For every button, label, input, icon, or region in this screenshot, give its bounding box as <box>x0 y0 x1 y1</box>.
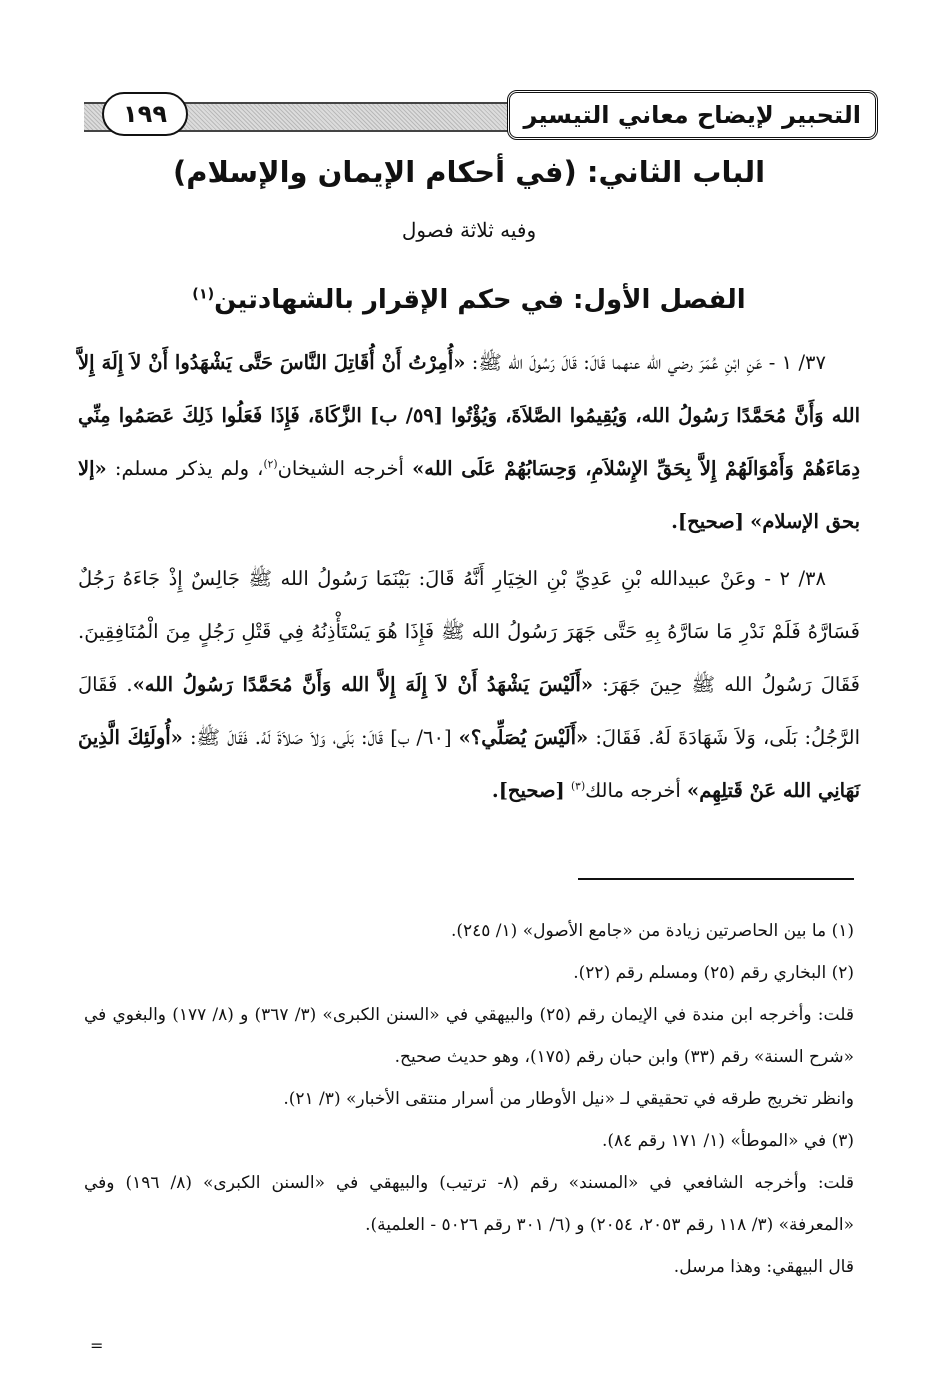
section-title <box>84 276 854 324</box>
hadith-paragraph <box>78 552 860 817</box>
hadith-source: أخرجه مالك <box>585 779 681 802</box>
footnote-divider <box>578 878 854 880</box>
hadith-quote: «أَلَيْسَ يَشْهَدُ أَنْ لاَ إِلَهَ إِلاَّ الله وَأَنَّ مُحَمَّدًا رَسُولُ الله» <box>132 673 594 696</box>
footnote-ref: (١) <box>192 286 215 303</box>
hadith-note-quote: «إلا بحق الإسلام» <box>78 457 860 533</box>
footnote-line: قلت: وأخرجه ابن مندة في الإيمان رقم (٢٥) والبيهقي في «السنن الكبرى» (٣/ ٣٦٧) و (٨/ ١٧٧) والبغوي في «شرح السنة» رقم (٣٣) وابن حبان رقم (١٧٥)، وهو حديث صحيح. <box>84 1005 854 1067</box>
main-text <box>78 336 860 817</box>
hadith-grade: [صحيح]. <box>671 510 744 533</box>
footnote-line: (٣) في «الموطأ» (١/ ١٧١ رقم ٨٤). <box>601 1131 854 1151</box>
section-title-text: الفصل الأول: في حكم الإقرار بالشهادتين <box>214 285 746 315</box>
hadith-narration: . فَقَالَ الرَّجُلُ: بَلَى، وَلاَ شَهَادَةَ لَهُ. فَقَالَ: <box>78 673 860 749</box>
continuation-mark: = <box>90 1336 104 1355</box>
hadith-intro: ٣٧/ ١ - عَنِ ابْنِ عُمَرَ رضي الله عنهما قَالَ: قَالَ رَسُولَ الله ﷺ: <box>471 351 826 374</box>
footnote-line: وانظر تخريج طرقه في تحقيقي لـ «نيل الأوطار من أسرار منتقى الأخبار» (٣/ ٢١). <box>283 1089 854 1109</box>
footnote-line: قال البيهقي: وهذا مرسل. <box>673 1257 854 1277</box>
hadith-quote: «أُولَئِكَ الَّذِينَ نَهَانِي الله عَنْ قَتلِهِم» <box>78 726 860 802</box>
chapter-title: الباب الثاني: (في أحكام الإيمان والإسلام) <box>172 155 766 189</box>
hadith-narration: [٦٠/ ب] قَالَ: بَلَى، وَلاَ صَلاَةَ لَهُ. فَقَالَ ﷺ: <box>189 726 452 749</box>
book-title: التحبير لإيضاح معاني التيسير <box>507 90 878 140</box>
footnotes <box>84 910 854 1288</box>
footnote-ref: (٣) <box>570 779 586 793</box>
hadith-note: ، ولم يذكر مسلم: <box>114 457 264 480</box>
hadith-paragraph <box>78 336 860 548</box>
footnote-line: قلت: وأخرجه الشافعي في «المسند» رقم (٨- ترتيب) والبيهقي في «السنن الكبرى» (٨/ ١٩٦) وفي «المعرفة» (٣/ ١١٨ رقم ٢٠٥٣، ٢٠٥٤) و (٦/ ٣٠١ رقم ٥٠٢٦ - العلمية). <box>84 1173 855 1235</box>
hadith-quote: «أَلَيْسَ يُصَلِّي؟» <box>458 726 589 749</box>
hadith-quote: «أُمِرْتُ أَنْ أُقَاتِلَ النَّاسَ حَتَّى يَشْهَدُوا أَنْ لاَ إِلَهَ إِلاَّ الله وَأَنَّ مُحَمَّدًا رَسُولُ الله، وَيُقِيمُوا الصَّلاَةَ، وَيُؤْتُوا [٥٩/ ب] الزَّكَاةَ، فَإِذَا فَعَلُوا ذَلِكَ عَصَمُوا مِنِّي دِمَاءَهُمْ وَأَمْوَالَهُمْ إِلاَّ بِحَقِّ الإِسْلاَمِ، وَحِسَابُهُمْ عَلَى الله» <box>78 351 861 480</box>
hadith-grade: [صحيح]. <box>491 779 565 802</box>
footnote-line: (١) ما بين الحاصرتين زيادة من «جامع الأصول» (١/ ٢٤٥). <box>450 921 854 941</box>
hadith-intro: ٣٨/ ٢ - وعَنْ عبيدالله بْنِ عَدِيِّ بْنِ الخِيَارِ أَنَّهُ قَالَ: بَيْنَمَا رَسُولُ الله ﷺ جَالِسٌ إِذْ جَاءَهُ رَجُلٌ فَسَارَّهُ فَلَمْ نَدْرِ مَا سَارَّهُ بِهِ حَتَّى جَهَرَ رَسُولُ الله ﷺ فَإِذَا هُوَ يَسْتَأْذِنُهُ فِي قَتْلِ رَجُلٍ مِنَ الْمُنَافِقِينَ. فَقَالَ رَسُولُ الله ﷺ حِينَ جَهَرَ: <box>78 567 860 696</box>
footnote-ref: (٢) <box>263 457 278 471</box>
chapter-subtitle: وفيه ثلاثة فصول <box>401 218 537 242</box>
page-number: ١٩٩ <box>102 92 188 136</box>
footnote-line: (٢) البخاري رقم (٢٥) ومسلم رقم (٢٢). <box>573 963 854 983</box>
hadith-source: أخرجه الشيخان <box>277 457 404 480</box>
